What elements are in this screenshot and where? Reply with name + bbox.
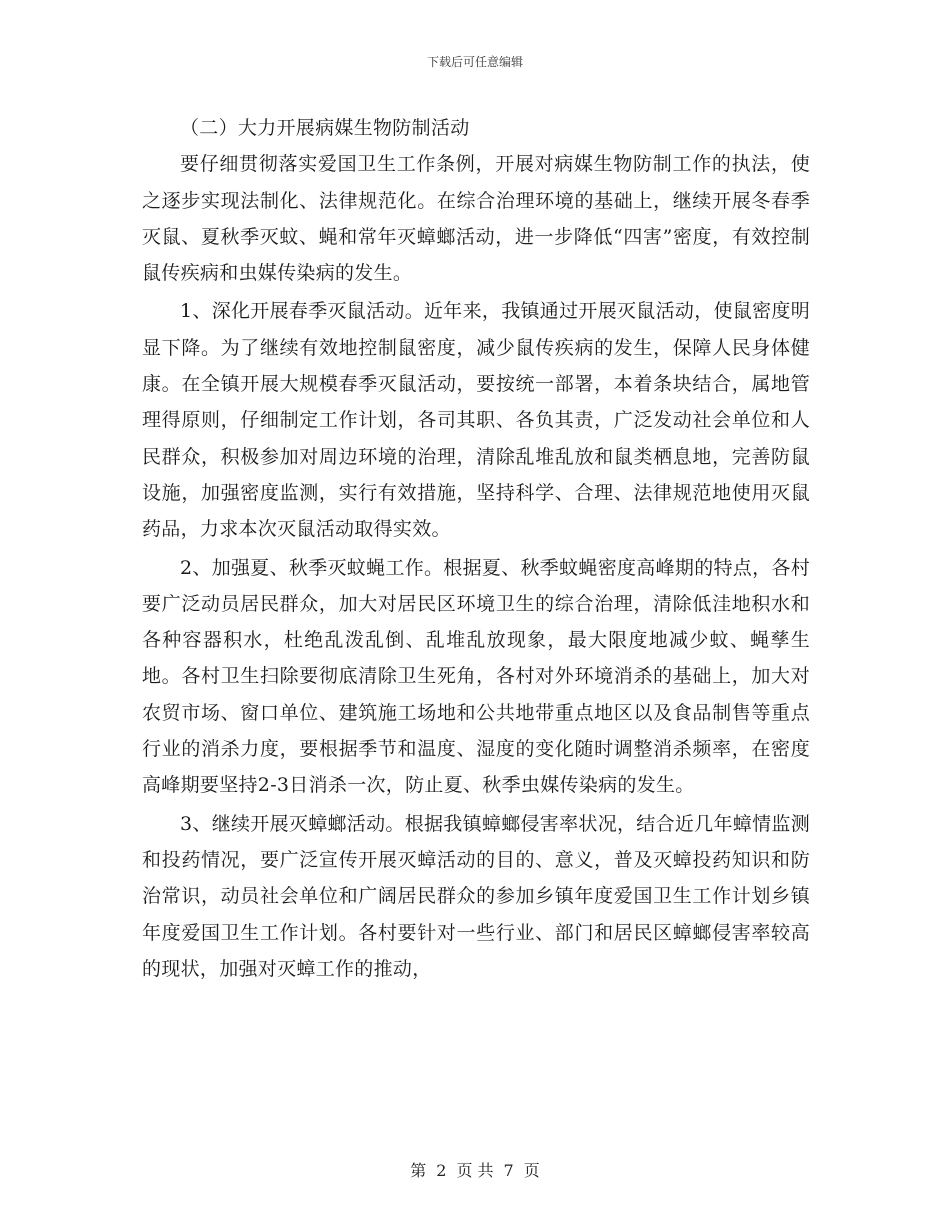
footer-prefix: 第 (410, 1161, 427, 1180)
paragraph-mosquito-fly-control: 2、加强夏、秋季灭蚊蝇工作。根据夏、秋季蚊蝇密度高峰期的特点，各村要广泛动员居民群众，加大对居民区环境卫生的综合治理，清除低洼地积水和各种容器积水，杜绝乱泼乱倒、乱堆乱放现象，最大限度地减少蚊、蝇孳生地。各村卫生扫除要彻底清除卫生死角，各村对外环境消杀的基础上，加大对农贸市场、窗口单位、建筑施工场地和公共地带重点地区以及食品制售等重点行业的消杀力度，要根据季节和温度、湿度的变化随时调整消杀频率，在密度高峰期要坚持2-3日消杀一次，防止夏、秋季虫媒传染病的发生。 (142, 556, 810, 797)
footer-page-number: 2 (436, 1161, 447, 1180)
footer-suffix: 页 (523, 1161, 540, 1180)
paragraph-rodent-control: 1、深化开展春季灭鼠活动。近年来，我镇通过开展灭鼠活动，使鼠密度明显下降。为了继续有效地控制鼠密度，减少鼠传疾病的发生，保障人民身体健康。在全镇开展大规模春季灭鼠活动，要按统一部署，本着条块结合，属地管理得原则，仔细制定工作计划，各司其职、各负其责，广泛发动社会单位和人民群众，积极参加对周边环境的治理，清除乱堆乱放和鼠类栖息地，完善防鼠设施，加强密度监测，实行有效措施，坚持科学、合理、法律规范地使用灭鼠药品，力求本次灭鼠活动取得实效。 (142, 300, 810, 541)
paragraph-cockroach-control: 3、继续开展灭蟑螂活动。根据我镇蟑螂侵害率状况，结合近几年蟑情监测和投药情况，要广泛宣传开展灭蟑活动的目的、意义，普及灭蟑投药知识和防治常识，动员社会单位和广阔居民群众的参加乡镇年度爱国卫生工作计划乡镇年度爱国卫生工作计划。各村要针对一些行业、部门和居民区蟑螂侵害率较高的现状，加强对灭蟑工作的推动， (142, 812, 810, 980)
section-heading: （二）大力开展病媒生物防制活动 (180, 117, 470, 139)
document-body (142, 110, 810, 989)
page-header: 下载后可任意编辑 (426, 55, 523, 69)
footer-mid: 页 共 (456, 1161, 494, 1180)
paragraph-intro: 要仔细贯彻落实爱国卫生工作条例，开展对病媒生物防制工作的执法，使之逐步实现法制化、法律规范化。在综合治理环境的基础上，继续开展冬春季灭鼠、夏秋季灭蚊、蝇和常年灭蟑螂活动，进一步降低“四害”密度，有效控制鼠传疾病和虫媒传染病的发生。 (142, 153, 810, 285)
page-footer (0, 1158, 950, 1181)
footer-total-pages: 7 (503, 1161, 514, 1180)
